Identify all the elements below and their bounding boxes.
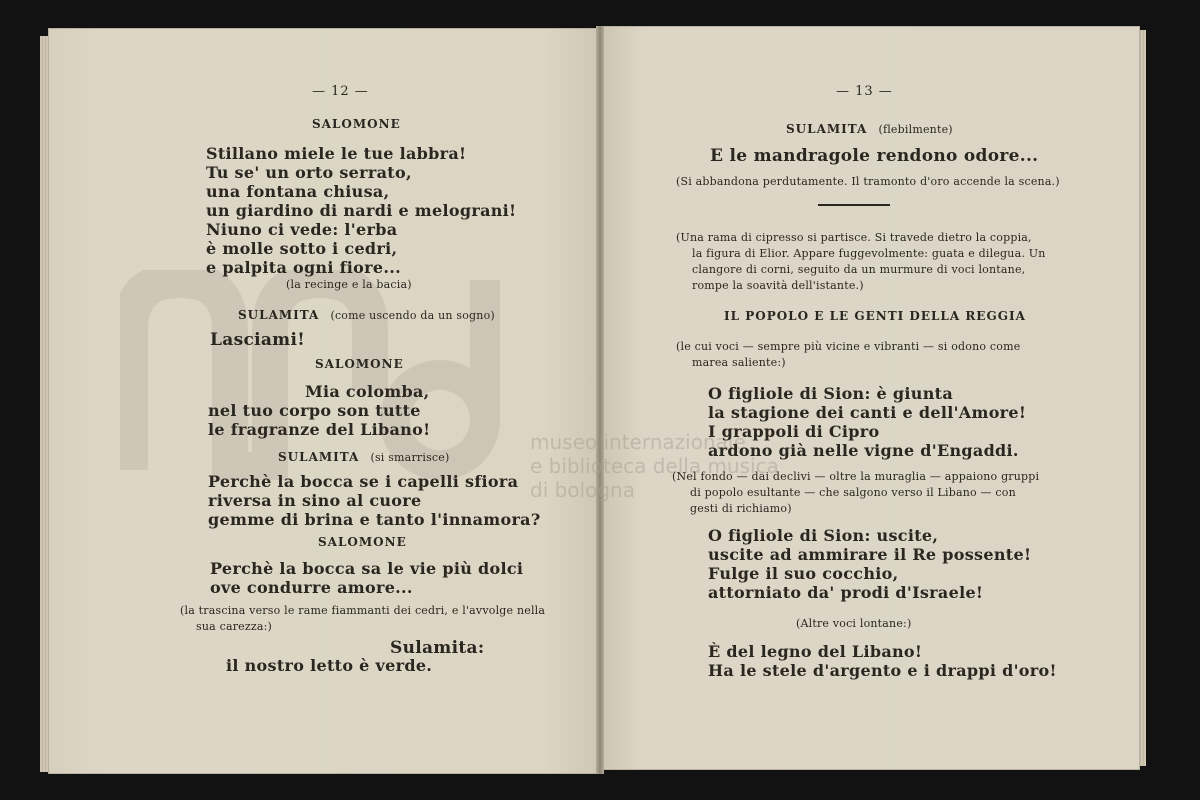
- book-gutter: [596, 26, 604, 774]
- verse-line: Lasciami!: [210, 330, 305, 350]
- page-number: — 12 —: [312, 84, 369, 99]
- page-number: — 13 —: [836, 84, 893, 99]
- verse-stanza: Perchè la bocca sa le vie più dolci ove condurre amore...: [210, 559, 524, 597]
- speaker-note: (come uscendo da un sogno): [330, 309, 495, 322]
- verse-stanza: Stillano miele le tue labbra! Tu se' un orto serrato, una fontana chiusa, un giardino di nardi e melograni! Niuno ci vede: l'erba è molle sotto i cedri, e palpita ogni fiore...: [206, 144, 517, 277]
- speaker-heading: [786, 118, 953, 138]
- speaker-name: SULAMITA: [786, 122, 868, 136]
- stage-direction: (Nel fondo — dai declivi — oltre la muraglia — appaiono gruppi di popolo esultante — che salgono verso il Libano — con gesti di richiamo): [672, 470, 1040, 515]
- speaker-note: (si smarrisce): [370, 451, 450, 464]
- verse-stanza: O figliole di Sion: è giunta la stagione dei canti e dell'Amore! I grappoli di Cipro ardono già nelle vigne d'Engaddi.: [708, 384, 1027, 460]
- verse-line: Mia colomba,: [305, 382, 430, 401]
- stage-direction: (le cui voci — sempre più vicine e vibranti — si odono come marea saliente:): [676, 340, 1021, 369]
- verse-stanza: Perchè la bocca se i capelli sfiora riversa in sino al cuore gemme di brina e tanto l'innamora?: [208, 472, 541, 529]
- stage-direction: (la trascina verso le rame fiammanti dei cedri, e l'avvolge nella sua carezza:): [180, 604, 546, 633]
- speaker-heading: [278, 446, 449, 466]
- speaker-heading: [238, 304, 495, 324]
- speaker-name: SALOMONE: [315, 357, 404, 371]
- speaker-name: SULAMITA: [238, 308, 320, 322]
- verse-line: il nostro letto è verde.: [226, 656, 433, 675]
- speaker-name: SALOMONE: [312, 117, 401, 131]
- verse-stanza: O figliole di Sion: uscite, uscite ad ammirare il Re possente! Fulge il suo cocchio, attorniato da' prodi d'Israele!: [708, 526, 1032, 602]
- stage-direction: (Altre voci lontane:): [796, 617, 912, 630]
- stage-direction: (Una rama di cipresso si partisce. Si travede dietro la coppia, la figura di Elior. Appare fuggevolmente: guata e dilegua. Un clangore di corni, seguito da un murmure di voci lontane, rompe la soavità dell'istante.): [676, 231, 1046, 292]
- section-divider: [818, 204, 890, 206]
- speaker-name: SALOMONE: [318, 535, 407, 549]
- watermark-text: museo internazionale e biblioteca della musica di bologna: [530, 430, 779, 502]
- verse-line: E le mandragole rendono odore...: [710, 146, 1039, 166]
- speaker-name: SULAMITA: [278, 450, 360, 464]
- stage-direction: (la recinge e la bacia): [286, 278, 412, 291]
- verse-stanza: nel tuo corpo son tutte le fragranze del Libano!: [208, 401, 431, 439]
- stage-direction: (Si abbandona perdutamente. Il tramonto d'oro accende la scena.): [676, 175, 1060, 188]
- verse-line: Sulamita:: [390, 638, 485, 658]
- section-heading: IL POPOLO E LE GENTI DELLA REGGIA: [724, 309, 1026, 323]
- speaker-note: (flebilmente): [878, 123, 953, 136]
- verse-stanza: È del legno del Libano! Ha le stele d'argento e i drappi d'oro!: [708, 642, 1057, 680]
